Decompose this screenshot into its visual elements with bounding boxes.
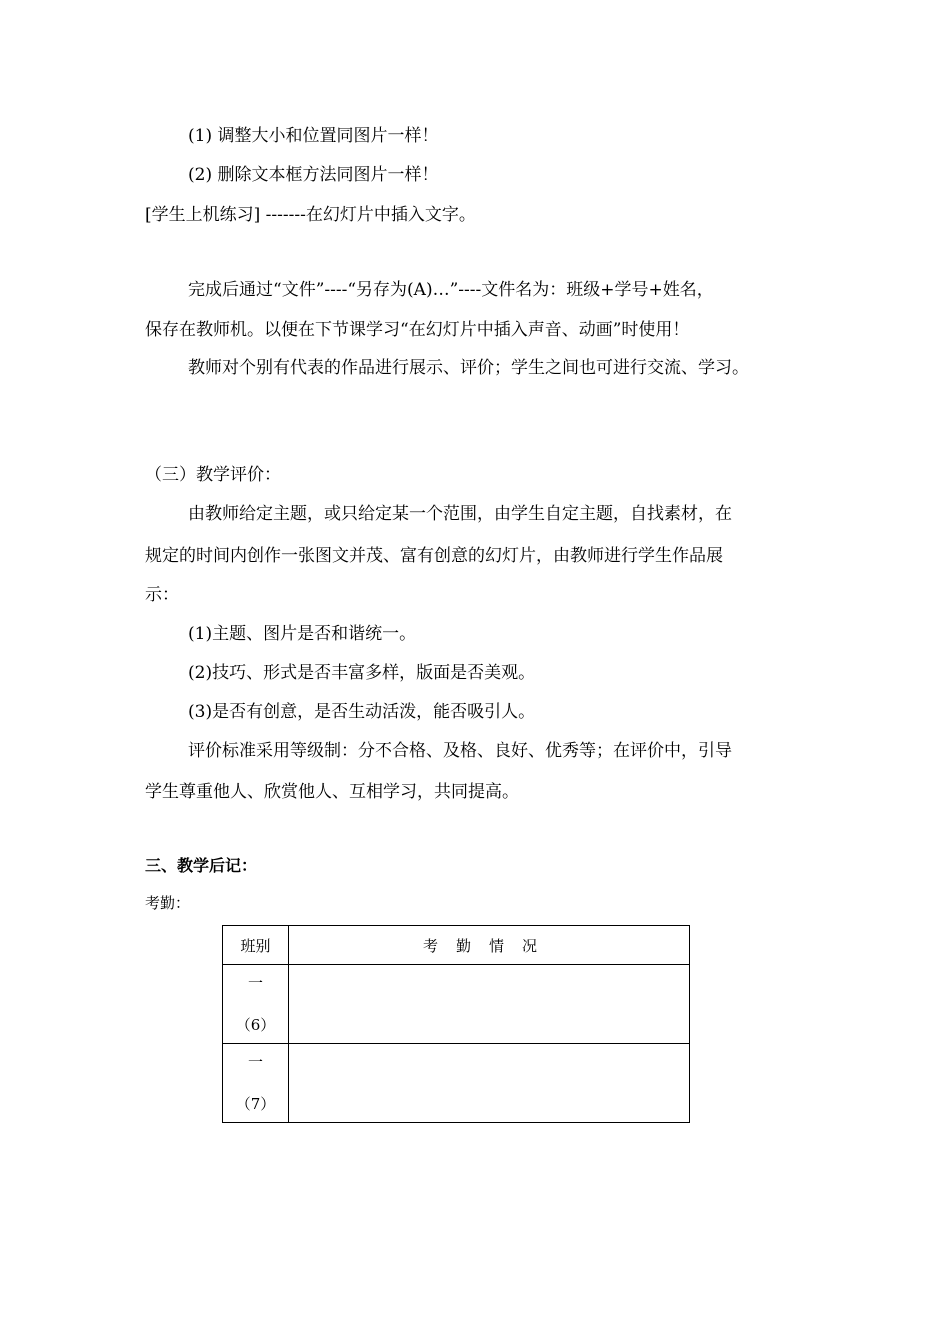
attendance-record-cell[interactable]: [289, 1044, 690, 1123]
evaluation-intro-line3: 示：: [145, 585, 179, 605]
criterion-3: (3)是否有创意，是否生动活泼，能否吸引人。: [188, 702, 536, 722]
class-column-header: 班别: [223, 926, 289, 965]
evaluation-heading: （三）教学评价：: [145, 465, 281, 485]
attendance-record-cell[interactable]: [289, 965, 690, 1044]
evaluation-intro-line1: 由教师给定主题，或只给定某一个范围，由学生自定主题，自找素材，在: [188, 504, 732, 524]
attendance-label: 考勤：: [145, 894, 191, 912]
criterion-1: (1)主题、图片是否和谐统一。: [188, 624, 417, 644]
class-cell: [223, 965, 289, 1044]
table-row: [223, 965, 690, 1044]
evaluation-standard-line2: 学生尊重他人、欣赏他人、互相学习，共同提高。: [145, 782, 519, 802]
attendance-header-text: 考勤情况: [422, 936, 555, 955]
practice-title: [学生上机练习] -------在幻灯片中插入文字。: [145, 205, 476, 225]
class-grade: 一: [247, 974, 263, 992]
table-row: [223, 1044, 690, 1123]
postscript-heading: 三、教学后记：: [145, 856, 258, 875]
practice-para1-line1: 完成后通过“文件”----“另存为(A)…”----文件名为：班级+学号+姓名，: [188, 280, 714, 300]
class-grade: 一: [247, 1053, 263, 1071]
class-number: （6）: [235, 1016, 276, 1034]
criterion-2: (2)技巧、形式是否丰富多样，版面是否美观。: [188, 663, 536, 683]
step-item-1: (1) 调整大小和位置同图片一样！: [188, 126, 439, 146]
attendance-column-header: [289, 926, 690, 965]
evaluation-intro-line2: 规定的时间内创作一张图文并茂、富有创意的幻灯片，由教师进行学生作品展: [145, 546, 723, 566]
attendance-table: [222, 925, 690, 1123]
step-item-2: (2) 删除文本框方法同图片一样！: [188, 165, 439, 185]
class-cell: [223, 1044, 289, 1123]
evaluation-standard-line1: 评价标准采用等级制：分不合格、及格、良好、优秀等；在评价中，引导: [188, 741, 732, 761]
practice-para1-line2: 保存在教师机。以便在下节课学习“在幻灯片中插入声音、动画”时使用！: [145, 320, 690, 340]
table-header-row: [223, 926, 690, 965]
class-number: （7）: [235, 1095, 276, 1113]
practice-para2: 教师对个别有代表的作品进行展示、评价；学生之间也可进行交流、学习。: [188, 358, 749, 378]
